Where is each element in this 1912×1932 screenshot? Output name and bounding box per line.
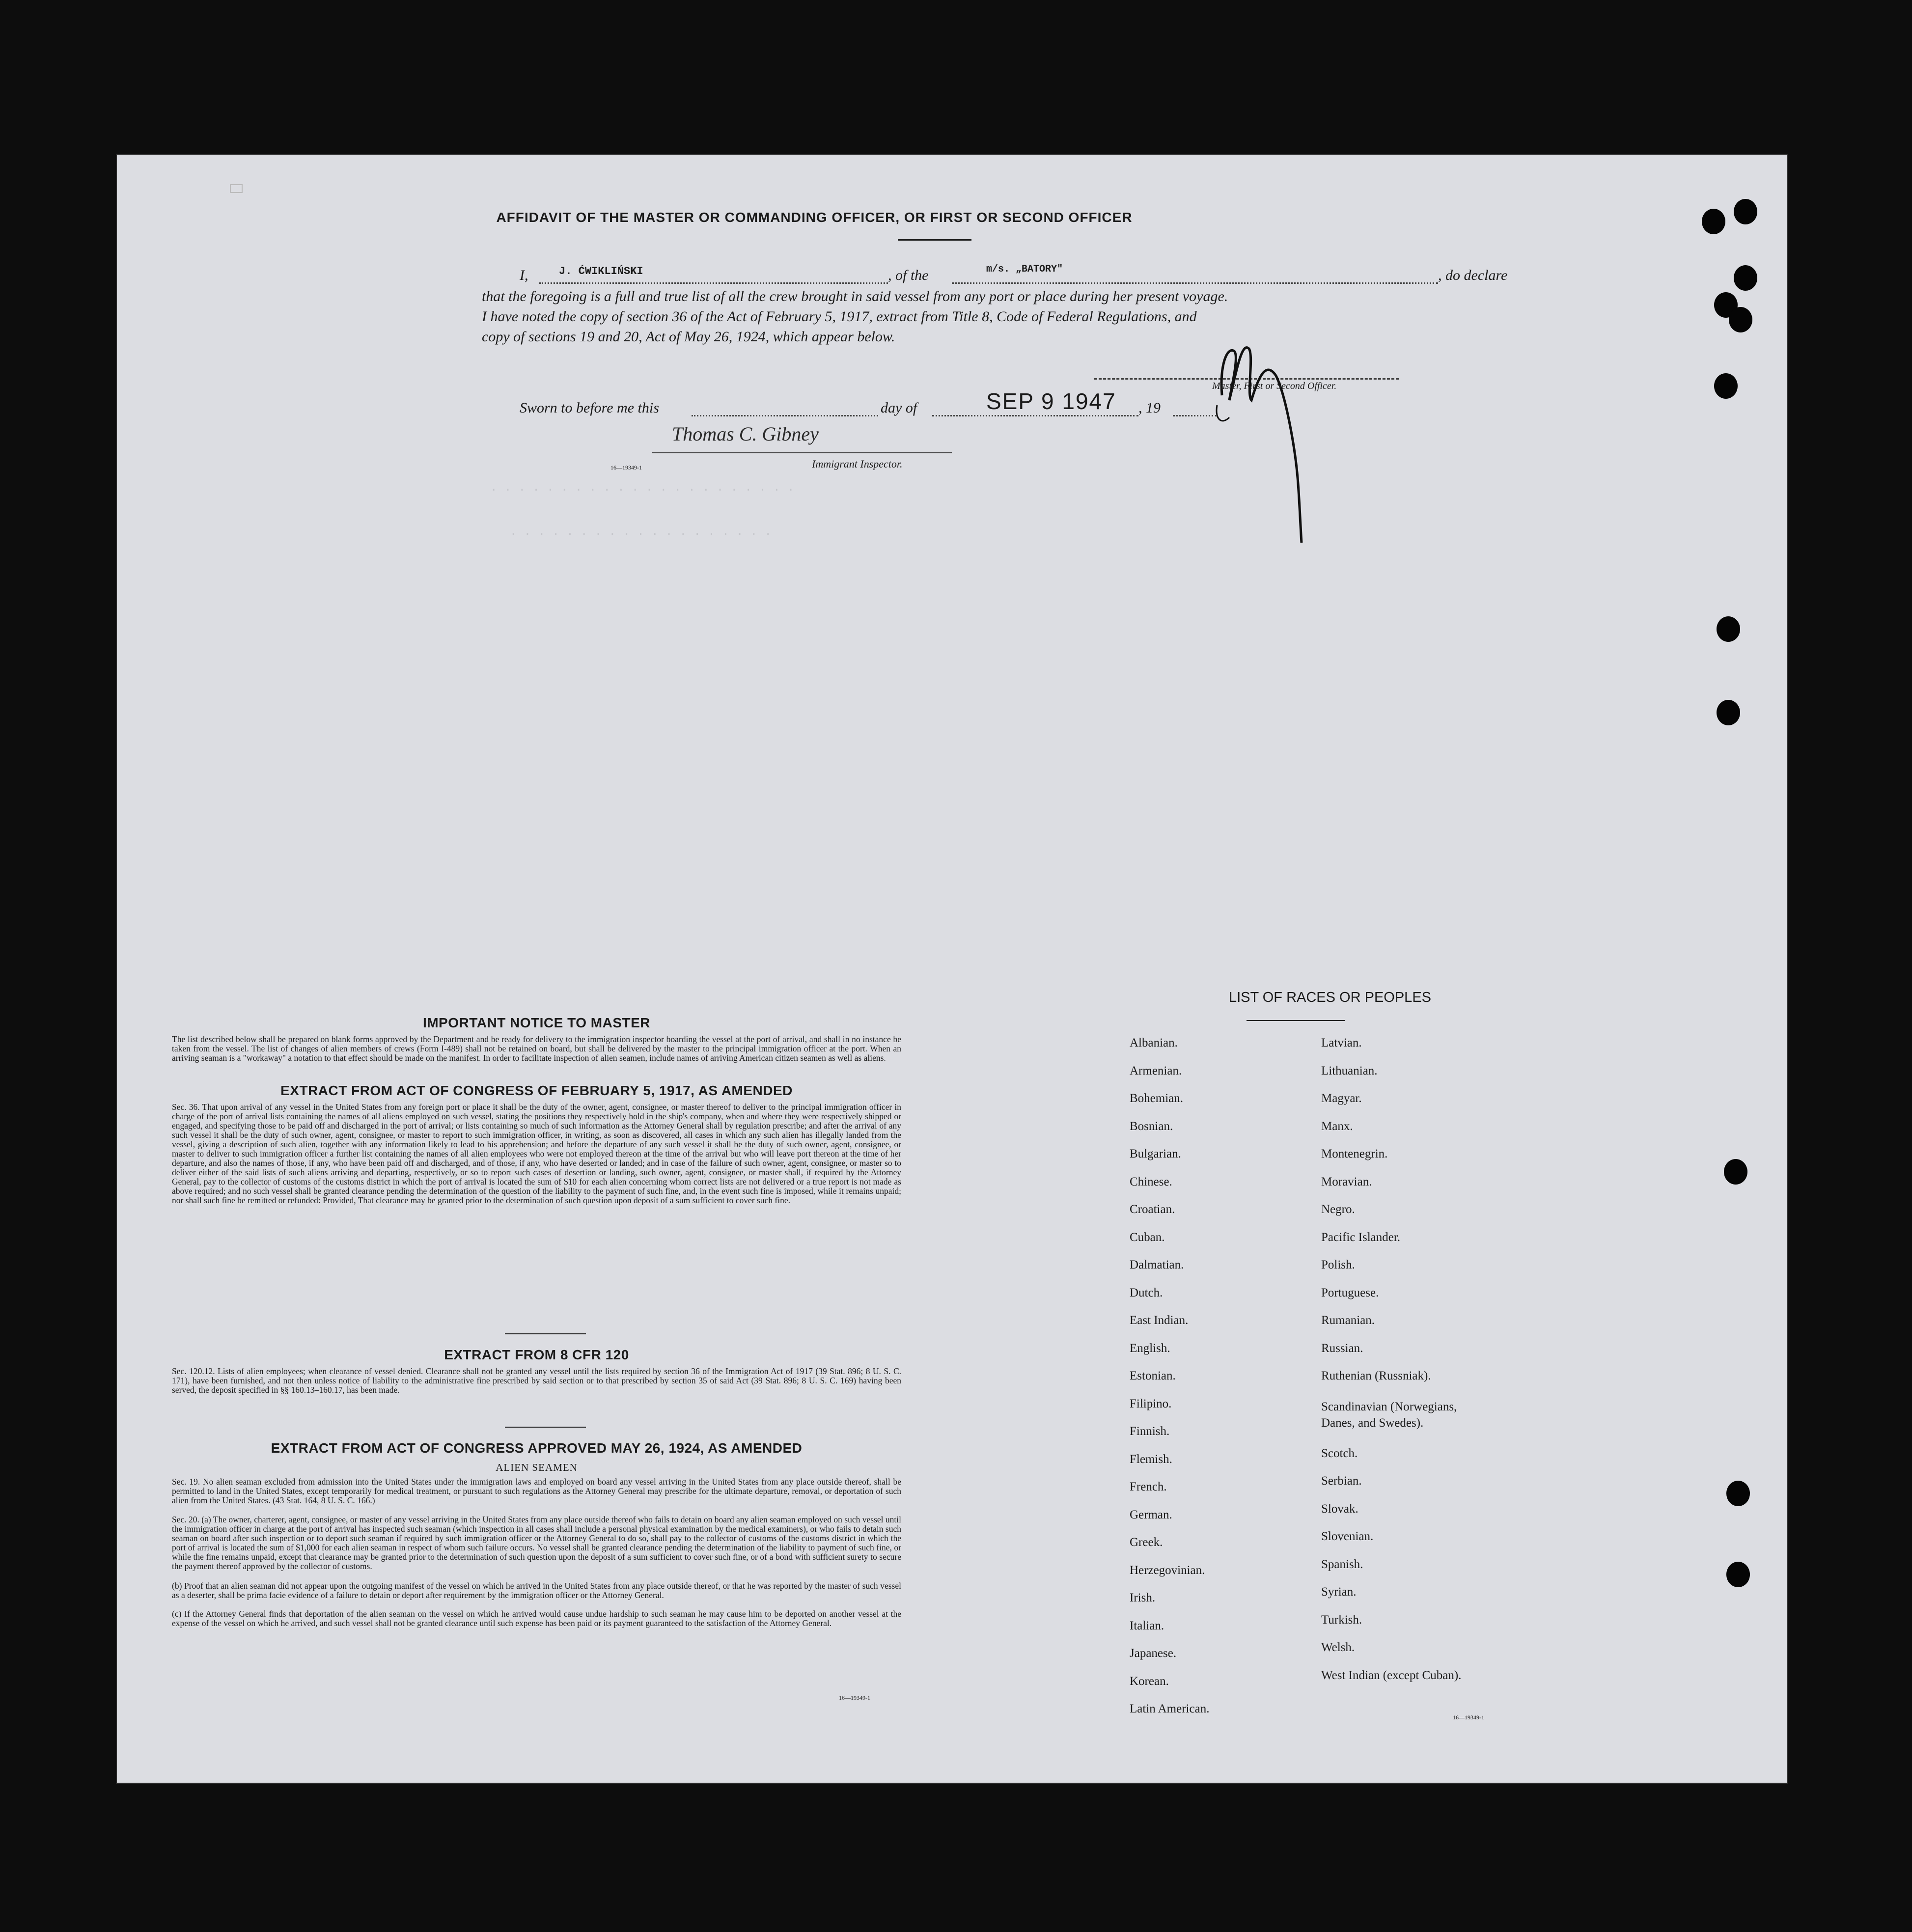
extract-1924-sec20c: (c) If the Attorney General finds that deportation of the alien seaman on the vessel on which he arrived would cause undue hardship to such seaman he may cause him to be deported on another vessel at the expense of the vessel on which he arrived, and such vessel shall not be granted clearance until such expense has been paid or its payment guaranteed to the satisfaction of the Attorney General.: [172, 1609, 901, 1628]
race-item: Filipino.: [1130, 1397, 1172, 1410]
race-item: East Indian.: [1130, 1314, 1189, 1327]
race-item: Cuban.: [1130, 1230, 1165, 1244]
race-item: Scotch.: [1321, 1446, 1358, 1460]
race-item: Croatian.: [1130, 1203, 1175, 1216]
section-divider: [505, 1427, 586, 1428]
race-item: Manx.: [1321, 1119, 1353, 1133]
notice-heading: IMPORTANT NOTICE TO MASTER: [422, 1015, 651, 1030]
race-item: Slovak.: [1321, 1502, 1358, 1516]
race-item: Bohemian.: [1130, 1092, 1184, 1105]
extract-cfr-heading: EXTRACT FROM 8 CFR 120: [444, 1347, 629, 1362]
race-item: French.: [1130, 1480, 1167, 1493]
race-item: Portuguese.: [1321, 1286, 1379, 1299]
extract-1917-text: Sec. 36. That upon arrival of any vessel in the United States from any foreign port or place it shall be the duty of the owner, agent, consignee, or master thereof to deliver to the principal immigration officer in charge of the port of arrival lists containing the names of all aliens employed on such vessel, stating the positions they respectively hold in the ship's company, when and where they were respectively shipped or engaged, and specifying those to be paid off and discharged in the port of arrival; or lists containing so much of such information as the Attorney General shall by regulation prescribe; and after the arrival of any such vessel it shall be the duty of such owner, agent, consignee, or master to report to such immigration officer, in writing, as soon as discovered, all cases in which any such alien has illegally landed from the vessel, giving a description of such alien, together with any information likely to lead to his apprehension; and before the departure of any such vessel it shall be the duty of such owner, agent, consignee, or master to deliver to such immigration officer a further list containing the names of all alien employees who were not employed thereon at the time of the arrival but who will leave port thereon at the time of her departure, and also the names of those, if any, who have been paid off and discharged, and of those, if any, who have deserted or landed; and in case of the failure of such owner, agent, consignee, or master so to deliver either of the said lists of such aliens arriving and departing, respectively, or so to report such cases of desertion or landing, such owner, agent, consignee, or master shall, if required by the Attorney General, pay to the collector of customs of the customs district in which the port of arrival is located the sum of $10 for each alien concerning whom correct lists are not delivered or a true report is not made as above required; and no such vessel shall be granted clearance pending the determination of the question of the liability to the payment of such fine, and, in the event such fine is imposed, while it remains unpaid; nor shall such fine be remitted or refunded: Provided, That clearance may be granted prior to the determination of such question upon deposit of a sum sufficient to cover such fine.: [172, 1102, 901, 1205]
race-item: Chinese.: [1130, 1175, 1172, 1188]
extract-1924-heading: EXTRACT FROM ACT OF CONGRESS APPROVED MAY 26, 1924, AS AMENDED: [271, 1440, 803, 1456]
races-form-number: 16—19349-1: [1453, 1714, 1484, 1721]
race-item: Korean.: [1130, 1674, 1169, 1688]
race-item: Magyar.: [1321, 1092, 1362, 1105]
race-item: Dalmatian.: [1130, 1258, 1184, 1271]
section-divider: [505, 1333, 586, 1334]
affidavit-text-line1: that the foregoing is a full and true list of all the crew brought in said vessel from any port or place during her present voyage.: [482, 288, 1228, 304]
punch-hole: [1729, 307, 1752, 332]
extract-1924-subheading: ALIEN SEAMEN: [496, 1462, 578, 1473]
race-item: Latin American.: [1130, 1702, 1210, 1715]
race-item: Ruthenian (Russniak).: [1321, 1369, 1431, 1382]
race-item: Russian.: [1321, 1341, 1363, 1355]
race-item: English.: [1130, 1341, 1170, 1355]
race-item: West Indian (except Cuban).: [1321, 1668, 1462, 1682]
race-item: Pacific Islander.: [1321, 1230, 1401, 1244]
race-item: Albanian.: [1130, 1036, 1178, 1049]
vessel-name: m/s. „BATORY": [986, 264, 1063, 275]
race-item: Lithuanian.: [1321, 1064, 1378, 1077]
punch-hole: [1734, 265, 1757, 291]
sworn-year-line: [1173, 415, 1217, 416]
punch-hole: [1726, 1562, 1750, 1587]
heading-divider: [898, 239, 971, 241]
sworn-day-line: [692, 415, 878, 416]
race-item: Negro.: [1321, 1203, 1355, 1216]
race-item: Syrian.: [1321, 1585, 1357, 1599]
race-item: Slovenian.: [1321, 1530, 1374, 1543]
race-item: Herzegovinian.: [1130, 1563, 1205, 1577]
corner-mark: [230, 184, 243, 193]
punch-hole: [1717, 616, 1740, 642]
race-item: Welsh.: [1321, 1641, 1355, 1654]
extract-form-number: 16—19349-1: [839, 1694, 870, 1701]
affidavit-text-line2: I have noted the copy of section 36 of the Act of February 5, 1917, extract from Title 8, Code of Federal Regulations, and: [482, 308, 1197, 325]
affidavit-do-declare: , do declare: [1438, 267, 1508, 283]
notice-text: The list described below shall be prepared on blank forms approved by the Department and be ready for delivery to the immigration inspector boarding the vessel at the port of arrival, and shall in no instance be taken from the vessel. The list of changes of alien members of crews (Form I-489) shall not be retained on board, but shall be delivered by the master to the principal immigration officer at the port. When an arriving seaman is a "workaway" a notation to that effect should be made on the manifest. In order to facilitate inspection of alien seamen, include names of arriving American citizen seamen as well as aliens.: [172, 1034, 901, 1063]
races-heading: LIST OF RACES OR PEOPLES: [1228, 990, 1432, 1005]
affidavit-of-the: , of the: [888, 267, 929, 283]
punch-hole: [1714, 373, 1738, 399]
sworn-prefix: Sworn to before me this: [520, 400, 659, 416]
race-item: Greek.: [1130, 1536, 1163, 1549]
master-name: J. ĆWIKLIŃSKI: [559, 265, 643, 277]
vessel-name-line: [952, 282, 1438, 284]
master-name-line: [539, 282, 888, 284]
master-signature: [1212, 322, 1325, 548]
affidavit-i: I,: [520, 267, 528, 283]
race-item: Armenian.: [1130, 1064, 1182, 1077]
sworn-day-of: day of: [881, 400, 917, 416]
races-divider: [1247, 1020, 1345, 1021]
race-item: Serbian.: [1321, 1474, 1362, 1488]
race-item: Bulgarian.: [1130, 1147, 1181, 1160]
punch-hole: [1726, 1481, 1750, 1506]
affidavit-text-line3: copy of sections 19 and 20, Act of May 26, 1924, which appear below.: [482, 329, 895, 345]
race-item: Latvian.: [1321, 1036, 1362, 1049]
race-item: Finnish.: [1130, 1425, 1170, 1438]
race-item: Danes, and Swedes).: [1321, 1416, 1424, 1430]
race-item: Japanese.: [1130, 1647, 1177, 1660]
race-item: Spanish.: [1321, 1557, 1363, 1571]
punch-hole: [1702, 209, 1725, 234]
extract-1924-sec20a: Sec. 20. (a) The owner, charterer, agent, consignee, or master of any vessel arriving in the United States from any place outside thereof who fails to detain on board any alien seaman employed on such vessel until the immigration officer in charge at the port of arrival has inspected such seaman (which inspection in all cases shall include a personal physical examination by the medical examiners), or who fails to detain such seaman on board after such inspection or to deport such seaman if required by such immigration officer or the Attorney General to do so, shall pay to the collector of customs of the customs district in which the port of arrival is located the sum of $1,000 for each alien seaman in respect of whom such failure occurs. No vessel shall be granted clearance pending the determination of the liability to payment of such fine, or while the fine remains unpaid, except that clearance may be granted prior to the determination of such question upon the deposit of a sum sufficient to cover such fine, or of a bond with sufficient surety to secure the payment thereof approved by the collector of customs.: [172, 1515, 901, 1571]
extract-1917-heading: EXTRACT FROM ACT OF CONGRESS OF FEBRUARY 5, 1917, AS AMENDED: [280, 1083, 793, 1098]
race-item: Estonian.: [1130, 1369, 1176, 1382]
punch-hole: [1734, 199, 1757, 224]
extract-cfr-text: Sec. 120.12. Lists of alien employees; when clearance of vessel denied. Clearance shall not be granted any vessel until the lists required by section 36 of the Immigration Act of 1917 (39 Stat. 896; 8 U. S. C. 171), have been furnished, and not then unless notice of liability to the administrative fine prescribed by said section or to that prescribed by section 35 of said Act (39 Stat. 896; 8 U. S. C. 169) having been served, the deposit specified in §§ 160.13–160.17, has been made.: [172, 1366, 901, 1395]
race-item: Irish.: [1130, 1591, 1156, 1604]
race-item: Polish.: [1321, 1258, 1355, 1271]
affidavit-form-number: 16—19349-1: [610, 464, 642, 471]
affidavit-heading: AFFIDAVIT OF THE MASTER OR COMMANDING OFFICER, OR FIRST OR SECOND OFFICER: [496, 210, 1133, 225]
race-item: Scandinavian (Norwegians,: [1321, 1400, 1457, 1413]
bleed-through-text: · · · · · · · · · · · · · · · · · · · · · ·: [490, 484, 795, 497]
race-item: Italian.: [1130, 1619, 1164, 1632]
punch-hole: [1717, 700, 1740, 725]
sworn-month-line: [932, 415, 1138, 416]
extract-1924-sec20b: (b) Proof that an alien seaman did not appear upon the outgoing manifest of the vessel on which he arrived in the United States from any place outside thereof, or that he was reported by the master of such vessel as a deserter, shall be prima facie evidence of a failure to detain or deport after requirement by the immigration officer or the Attorney General.: [172, 1581, 901, 1600]
date-stamp: SEP 9 1947: [986, 388, 1116, 414]
race-item: German.: [1130, 1508, 1172, 1521]
inspector-signature-line: [652, 452, 952, 453]
inspector-signature: Thomas C. Gibney: [672, 423, 819, 445]
master-signature-caption: Master, First or Second Officer.: [1212, 381, 1337, 391]
race-item: Montenegrin.: [1321, 1147, 1388, 1160]
race-item: Rumanian.: [1321, 1314, 1375, 1327]
bleed-through-text: · · · · · · · · · · · · · · · · · · ·: [510, 528, 772, 541]
race-item: Moravian.: [1321, 1175, 1372, 1188]
punch-hole: [1724, 1159, 1747, 1185]
race-item: Bosnian.: [1130, 1119, 1173, 1133]
race-item: Turkish.: [1321, 1613, 1362, 1627]
extract-1924-sec19: Sec. 19. No alien seaman excluded from admission into the United States under the immigration laws and employed on board any vessel arriving in the United States from any place outside thereof, shall be permitted to land in the United States, except temporarily for medical treatment, or pursuant to such regulations as the Attorney General may prescribe for the ultimate departure, removal, or deportation of such alien from the United States. (43 Stat. 164, 8 U. S. C. 166.): [172, 1477, 901, 1505]
race-item: Dutch.: [1130, 1286, 1163, 1299]
inspector-caption: Immigrant Inspector.: [812, 458, 903, 470]
sworn-year: , 19: [1138, 400, 1161, 416]
document-page: [117, 155, 1787, 1783]
race-item: Flemish.: [1130, 1452, 1172, 1466]
